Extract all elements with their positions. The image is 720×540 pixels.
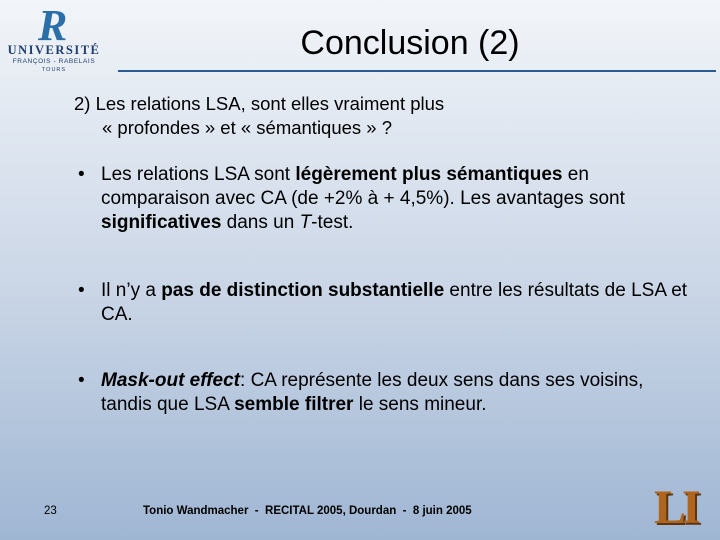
bullet-text-2: Il n’y a pas de distinction substantielle entre les résultats de LSA et CA. — [101, 280, 688, 325]
university-logo-subtitle: FRANÇOIS - RABELAIS — [12, 58, 96, 65]
university-logo-mark: R — [38, 1, 68, 50]
bullet-dot: • — [78, 164, 85, 185]
question-line-2: « profondes » et « sémantiques » ? — [102, 117, 393, 138]
bullet-dot: • — [78, 280, 85, 301]
footer-text: Tonio Wandmacher - RECITAL 2005, Dourdan - 8 juin 2005 — [143, 505, 472, 517]
bullet-text-3: Mask-out effect: CA représente les deux sens dans ses voisins, tandis que LSA semble filtrer le sens mineur. — [101, 370, 644, 415]
slide-number: 23 — [44, 505, 57, 517]
question-line-1: 2) Les relations LSA, sont elles vraiment plus — [74, 93, 445, 114]
bullet-item-3 — [78, 369, 688, 417]
university-logo-name: UNIVERSITÉ — [7, 43, 101, 57]
bullet-item-2 — [78, 279, 688, 327]
bullet-item-1 — [78, 163, 688, 235]
research-question — [74, 92, 674, 140]
bullet-text-1: Les relations LSA sont légèrement plus sémantiques en comparaison avec CA (de +2% à + 4,5%). Les avantages sont significatives dans un T-test. — [101, 164, 625, 233]
title-underline — [118, 70, 716, 72]
li-logo: LI — [654, 481, 697, 534]
slide-title: Conclusion (2) — [300, 24, 520, 62]
bullet-dot: • — [78, 370, 85, 391]
university-logo-city: TOURS — [41, 67, 67, 73]
university-logo — [4, 1, 104, 76]
